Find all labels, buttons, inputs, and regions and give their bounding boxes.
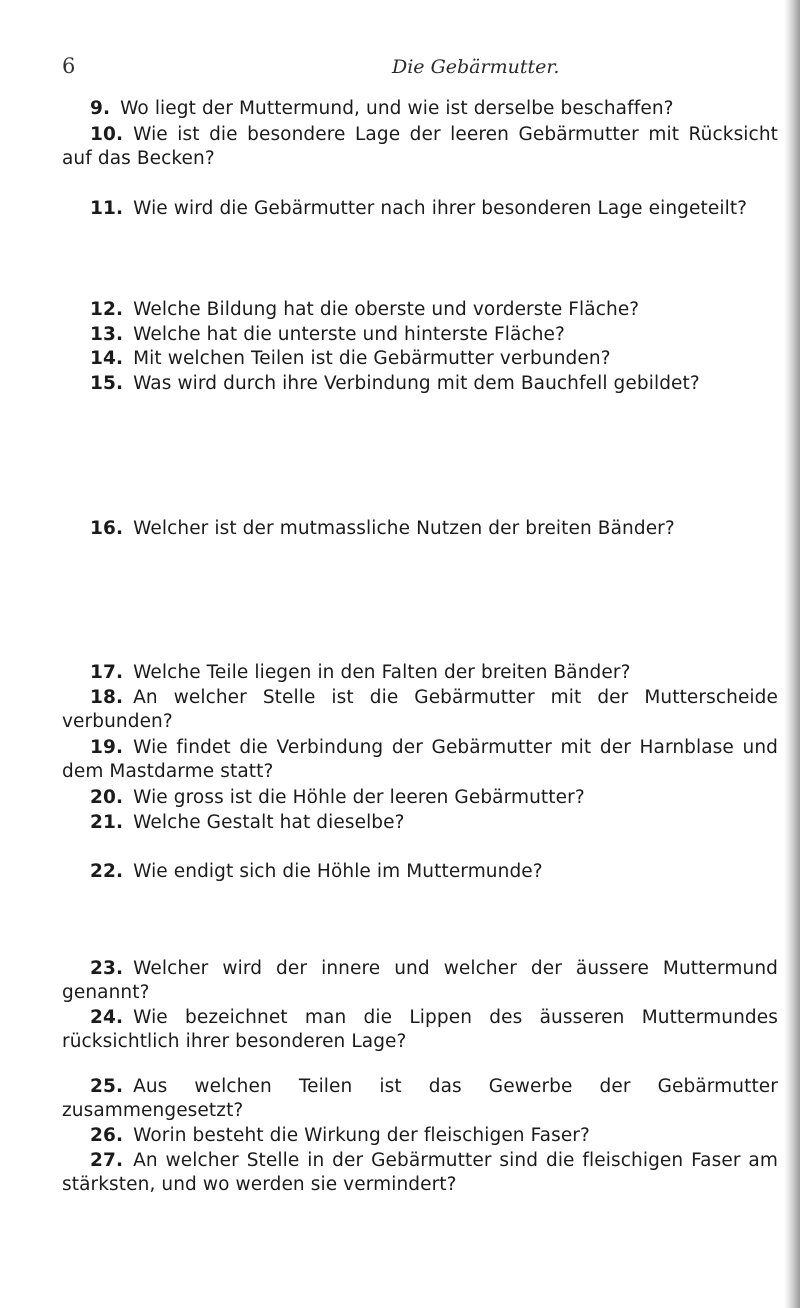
question-number: 27. bbox=[90, 1150, 124, 1171]
question-19 bbox=[62, 736, 778, 784]
question-text: Mit welchen Teilen ist die Gebärmutter verbunden? bbox=[133, 348, 611, 369]
question-number: 17. bbox=[90, 662, 124, 683]
question-number: 24. bbox=[90, 1007, 124, 1028]
question-10 bbox=[62, 123, 778, 171]
question-text: Welcher wird der innere und welcher der äussere Muttermund genannt? bbox=[62, 958, 778, 1003]
question-9 bbox=[62, 97, 778, 121]
question-number: 15. bbox=[90, 373, 124, 394]
question-13 bbox=[62, 323, 778, 347]
question-number: 16. bbox=[90, 518, 124, 539]
question-text: Welche Gestalt hat dieselbe? bbox=[133, 812, 405, 833]
question-26 bbox=[62, 1124, 778, 1148]
question-number: 21. bbox=[90, 812, 124, 833]
question-11 bbox=[62, 197, 778, 221]
question-text: An welcher Stelle in der Gebärmutter sind die fleischigen Faser am stärksten, und wo werden sie vermindert? bbox=[62, 1150, 778, 1195]
question-number: 23. bbox=[90, 958, 124, 979]
question-23 bbox=[62, 957, 778, 1005]
question-16 bbox=[62, 517, 778, 541]
question-number: 25. bbox=[90, 1076, 124, 1097]
question-number: 13. bbox=[90, 324, 124, 345]
book-spine-shadow bbox=[784, 0, 800, 1308]
question-number: 12. bbox=[90, 299, 124, 320]
question-12 bbox=[62, 298, 778, 322]
question-number: 20. bbox=[90, 787, 124, 808]
question-text: Wie bezeichnet man die Lippen des äusseren Muttermundes rücksichtlich ihrer besonderen Lage? bbox=[62, 1007, 778, 1052]
question-text: Wie findet die Verbindung der Gebärmutter mit der Harnblase und dem Mastdarme statt? bbox=[62, 737, 778, 782]
question-text: Welche Teile liegen in den Falten der breiten Bänder? bbox=[133, 662, 631, 683]
question-number: 14. bbox=[90, 348, 124, 369]
page-header bbox=[62, 54, 762, 84]
question-21 bbox=[62, 811, 778, 835]
question-text: Wie endigt sich die Höhle im Muttermunde? bbox=[133, 861, 543, 882]
question-text: Welcher ist der mutmassliche Nutzen der breiten Bänder? bbox=[133, 518, 675, 539]
question-text: Worin besteht die Wirkung der fleischigen Faser? bbox=[133, 1125, 590, 1146]
running-title: Die Gebärmutter. bbox=[392, 56, 560, 78]
question-24 bbox=[62, 1006, 778, 1054]
page-number: 6 bbox=[62, 54, 76, 78]
question-27 bbox=[62, 1149, 778, 1197]
question-text: Welche Bildung hat die oberste und vorderste Fläche? bbox=[133, 299, 640, 320]
question-text: Welche hat die unterste und hinterste Fläche? bbox=[133, 324, 565, 345]
question-14 bbox=[62, 347, 778, 371]
question-text: An welcher Stelle ist die Gebärmutter mit der Mutterscheide verbunden? bbox=[62, 687, 778, 732]
question-text: Wie gross ist die Höhle der leeren Gebärmutter? bbox=[133, 787, 585, 808]
question-17 bbox=[62, 661, 778, 685]
question-number: 26. bbox=[90, 1125, 124, 1146]
question-18 bbox=[62, 686, 778, 734]
question-25 bbox=[62, 1075, 778, 1123]
question-text: Wo liegt der Muttermund, und wie ist derselbe beschaffen? bbox=[120, 98, 674, 119]
question-20 bbox=[62, 786, 778, 810]
question-number: 10. bbox=[90, 124, 124, 145]
question-text: Wie ist die besondere Lage der leeren Gebärmutter mit Rücksicht auf das Becken? bbox=[62, 124, 778, 169]
question-15 bbox=[62, 372, 778, 396]
question-number: 19. bbox=[90, 737, 124, 758]
question-number: 18. bbox=[90, 687, 124, 708]
question-number: 11. bbox=[90, 198, 124, 219]
question-text: Was wird durch ihre Verbindung mit dem Bauchfell gebildet? bbox=[133, 373, 700, 394]
question-number: 9. bbox=[90, 98, 111, 119]
question-text: Aus welchen Teilen ist das Gewerbe der Gebärmutter zusammengesetzt? bbox=[62, 1076, 778, 1121]
question-text: Wie wird die Gebärmutter nach ihrer besonderen Lage eingeteilt? bbox=[133, 198, 748, 219]
question-22 bbox=[62, 860, 778, 884]
question-number: 22. bbox=[90, 861, 124, 882]
